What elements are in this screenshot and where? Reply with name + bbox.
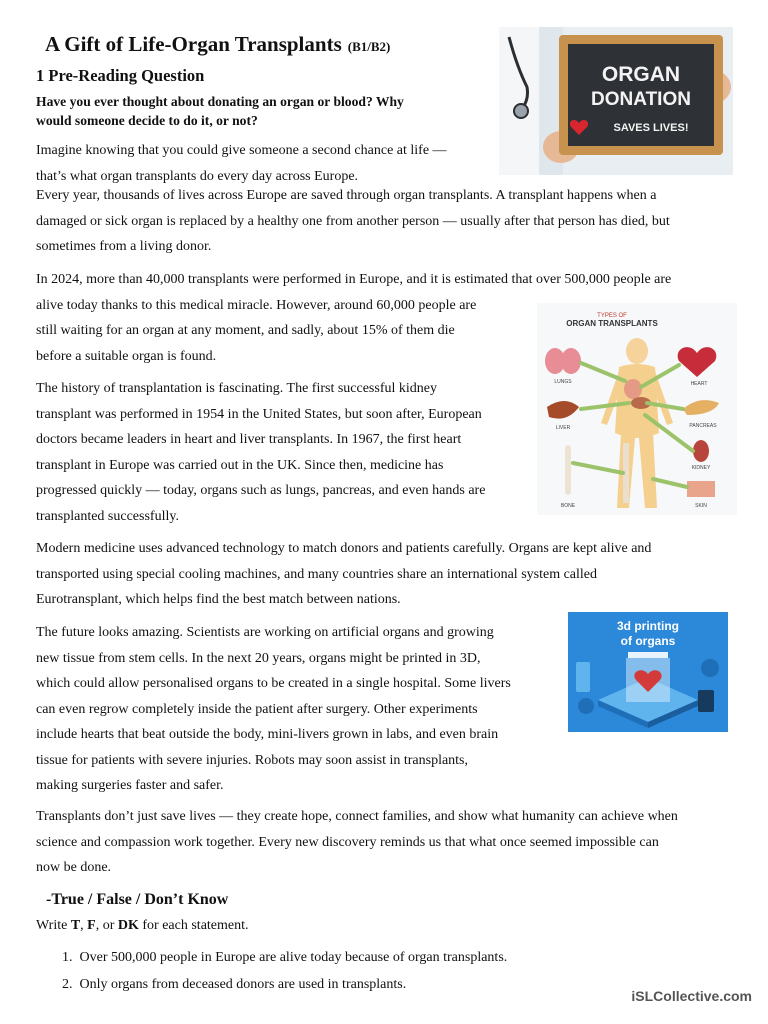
svg-text:TYPES OF: TYPES OF: [597, 313, 627, 319]
svg-text:LUNGS: LUNGS: [554, 379, 572, 385]
paragraph-conclusion: [36, 804, 752, 881]
text-line: transplant in Europe was carried out in the UK. Since then, medicine has: [36, 457, 444, 473]
organ-donation-photo: [499, 27, 733, 175]
instruction-text: , or: [95, 918, 118, 933]
text-line: transplant was performed in 1954 in the United States, but soon after, European: [36, 406, 482, 422]
text-line: making surgeries faster and safer.: [36, 778, 224, 793]
svg-text:3d printing: 3d printing: [617, 619, 679, 633]
text-line: before a suitable organ is found.: [36, 348, 217, 364]
svg-text:ORGAN TRANSPLANTS: ORGAN TRANSPLANTS: [566, 319, 658, 328]
text-line: transported using special cooling machines, and many countries share an international system called: [36, 566, 597, 582]
item-text: Over 500,000 people in Europe are alive today because of organ transplants.: [79, 950, 508, 965]
text-line: can even regrow completely inside the patient after surgery. Other experiments: [36, 701, 478, 717]
pre-reading-question: [36, 92, 476, 130]
option-true: T: [70, 918, 81, 933]
text-line: Modern medicine uses advanced technology to match donors and patients carefully. Organs are kept alive and: [36, 541, 652, 556]
instruction-text: ,: [80, 918, 88, 933]
text-line: Transplants don’t just save lives — they create hope, connect families, and show what humanity can achieve when: [36, 809, 678, 824]
level-tag: (B1/B2): [347, 39, 391, 54]
svg-text:LIVER: LIVER: [555, 425, 571, 431]
paragraph-transplants: [36, 183, 736, 260]
option-dont-know: DK: [117, 918, 139, 933]
text-line: Imagine knowing that you could give someone a second chance at life —: [36, 143, 447, 158]
3d-printing-illustration: [568, 612, 728, 732]
title-text: A Gift of Life-Organ Transplants: [45, 32, 342, 56]
list-item: [62, 971, 507, 998]
svg-text:BONE: BONE: [560, 503, 576, 509]
text-line: sometimes from a living donor.: [36, 239, 212, 254]
paragraph-history: [36, 376, 541, 529]
svg-text:KIDNEY: KIDNEY: [691, 465, 711, 471]
text-line: new tissue from stem cells. In the next 20 years, organs might be printed in 3D,: [36, 650, 481, 666]
instruction-text: Write: [36, 918, 71, 933]
sign-line-donation: DONATION: [591, 89, 691, 110]
text-line: which could allow personalised organs to be created in a single hospital. Some livers: [36, 676, 511, 691]
paragraph-intro: [36, 138, 496, 189]
text-line: Every year, thousands of lives across Europe are saved through organ transplants. A transplant happens when a: [36, 188, 657, 203]
text-line: include hearts that beat outside the body, mini-livers grown in labs, and even brain: [36, 727, 499, 742]
svg-text:PANCREAS: PANCREAS: [689, 423, 717, 429]
instruction-text: for each statement.: [138, 918, 249, 933]
statement-list: [62, 944, 507, 998]
text-line: The history of transplantation is fascinating. The first successful kidney: [36, 381, 437, 396]
paragraph-technology: [36, 536, 736, 613]
text-line: tissue for patients with severe injuries. Robots may soon assist in transplants,: [36, 752, 469, 768]
text-line: that’s what organ transplants do every day across Europe.: [36, 168, 359, 184]
item-text: Only organs from deceased donors are used in transplants.: [79, 977, 407, 992]
text-line: transplanted successfully.: [36, 508, 179, 524]
sign-line-saves: SAVES LIVES!: [613, 122, 689, 134]
text-line: The future looks amazing. Scientists are working on artificial organs and growing: [36, 625, 494, 640]
text-line: damaged or sick organ is replaced by a healthy one from another person — usually after that person has died, but: [36, 213, 670, 229]
text-line: Eurotransplant, which helps find the best match between nations.: [36, 592, 401, 607]
section-heading: 1 Pre-Reading Question: [36, 66, 205, 85]
text-line: science and compassion work together. Every new discovery reminds us that what once seemed impossible can: [36, 834, 659, 850]
list-item: [62, 944, 507, 971]
paragraph-future: [36, 620, 572, 799]
text-line: progressed quickly — today, organs such as lungs, pancreas, and even hands are: [36, 483, 486, 498]
svg-text:HEART: HEART: [690, 381, 708, 387]
item-number: 1.: [62, 950, 73, 965]
text-line: still waiting for an organ at any moment, and sadly, about 15% of them die: [36, 323, 455, 338]
text-line: In 2024, more than 40,000 transplants were performed in Europe, and it is estimated that over 500,000 people are: [36, 272, 672, 287]
svg-text:of organs: of organs: [620, 634, 676, 648]
option-false: F: [87, 918, 96, 933]
text-line: now be done.: [36, 860, 112, 875]
question-line: would someone decide to do it, or not?: [36, 113, 258, 128]
question-line: Have you ever thought about donating an organ or blood? Why: [36, 94, 404, 109]
exercise-heading: -True / False / Don’t Know: [46, 891, 229, 908]
svg-text:SKIN: SKIN: [695, 503, 707, 509]
item-number: 2.: [62, 977, 73, 992]
sign-line-organ: ORGAN: [601, 63, 681, 86]
watermark: iSLCollective.com: [631, 988, 752, 1004]
exercise-instruction: [36, 918, 249, 934]
text-line: alive today thanks to this medical miracle. However, around 60,000 people are: [36, 297, 477, 313]
page-title: [45, 32, 390, 57]
organ-transplants-infographic: [537, 303, 737, 515]
text-line: doctors became leaders in heart and liver transplants. In 1967, the first heart: [36, 432, 462, 447]
